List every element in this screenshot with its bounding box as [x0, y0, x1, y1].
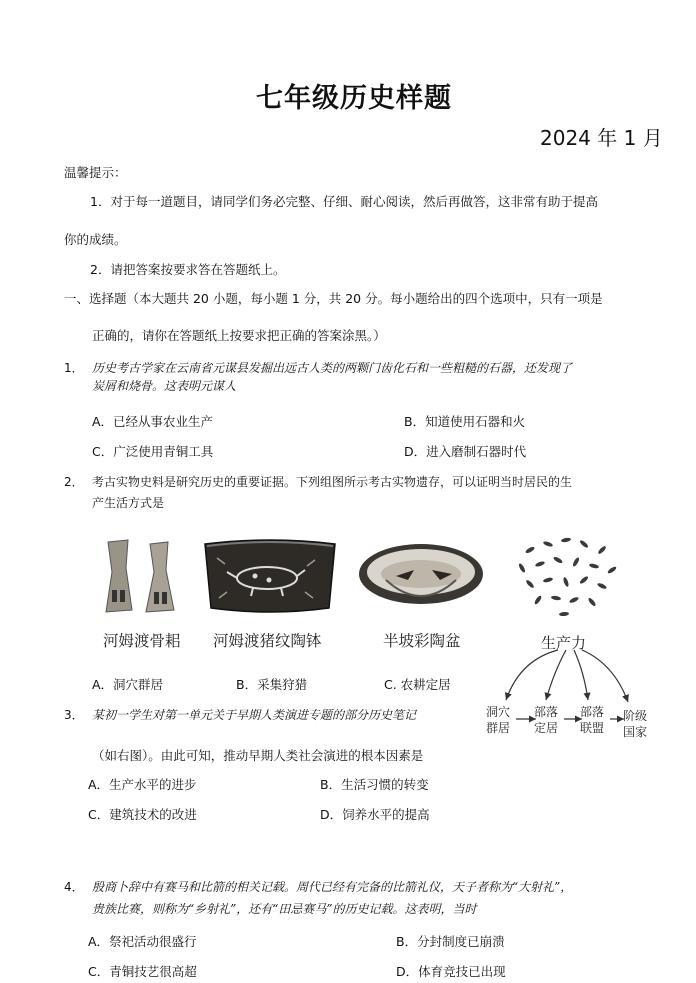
flow-node-cave-dwelling: 洞穴 群居 [486, 705, 511, 735]
tips-item-2: 2．请把答案按要求答在答题纸上。 [90, 262, 286, 277]
q3-stem-line-1: 某初一学生对第一单元关于早期人类演进专题的部分历史笔记 [92, 708, 417, 722]
q4-stem-line-1: 殷商卜辞中有赛马和比箭的相关记载。周代已经有完备的比箭礼仪，天子者称为“大射礼”， [92, 880, 573, 894]
caption-bone-spade: 河姆渡骨耜 [103, 632, 181, 650]
caption-banpo-basin: 半坡彩陶盆 [383, 632, 461, 650]
q2-stem-line-2: 产生活方式是 [92, 496, 165, 510]
tips-heading: 温馨提示： [64, 165, 127, 180]
q4-option-c[interactable]: C．青铜技艺很高超 [88, 964, 197, 979]
tips-item-1-line-1: 1．对于每一道题目，请同学们务必完整、仔细、耐心阅读，然后再做答，这非常有助于提高 [90, 194, 598, 209]
page-title: 七年级历史样题 [256, 83, 452, 114]
section-1-line-1: 一、选择题（本大题共 20 小题，每小题 1 分，共 20 分。每小题给出的四个选项中，只有一项是 [64, 291, 603, 306]
q3-option-b[interactable]: B．生活习惯的转变 [320, 777, 429, 792]
q1-option-a[interactable]: A．已经从事农业生产 [92, 414, 214, 429]
q1-option-c[interactable]: C．广泛使用青铜工具 [92, 444, 214, 459]
exam-date: 2024 年 1 月 [540, 126, 663, 150]
q1-option-b[interactable]: B．知道使用石器和火 [404, 414, 526, 429]
rice-grains-image [508, 530, 628, 624]
q2-stem-line-1: 考古实物史料是研究历史的重要证据。下列组图所示考古实物遗存，可以证明当时居民的生 [92, 475, 573, 489]
q3-option-c[interactable]: C．建筑技术的改进 [88, 807, 197, 822]
flow-node-tribe-settled: 部落 定居 [534, 705, 559, 735]
caption-pig-bowl: 河姆渡猪纹陶钵 [213, 632, 322, 650]
flow-arrows [480, 648, 660, 710]
q4-option-d[interactable]: D．体育竞技已出现 [396, 964, 506, 979]
q1-option-d[interactable]: D．进入磨制石器时代 [404, 444, 527, 459]
q2-option-c[interactable]: C. 农耕定居 [384, 677, 451, 692]
tips-item-1-line-2: 你的成绩。 [64, 232, 127, 247]
q3-option-d[interactable]: D．饲养水平的提高 [320, 807, 430, 822]
flow-chain-arrows [510, 712, 630, 726]
q2-option-a[interactable]: A．洞穴群居 [92, 677, 164, 692]
q3-option-a[interactable]: A．生产水平的进步 [88, 777, 197, 792]
q4-option-a[interactable]: A．祭祀活动很盛行 [88, 934, 197, 949]
bone-spade-image [98, 538, 184, 616]
banpo-painted-basin-image [356, 540, 486, 616]
flow-node-tribal-alliance: 部落 联盟 [580, 705, 605, 735]
q1-stem-line-1: 历史考古学家在云南省元谋县发掘出远古人类的两颗门齿化石和一些粗糙的石器，还发现了 [92, 361, 573, 375]
q2-number: 2． [64, 475, 84, 489]
flow-root-label: 生产力 [541, 634, 587, 652]
pig-pattern-bowl-image [203, 538, 337, 616]
q4-stem-line-2: 贵族比赛，则称为“乡射礼”，还有“田忌赛马”的历史记载。这表明，当时 [92, 902, 477, 916]
q3-stem-line-2: （如右图）。由此可知，推动早期人类社会演进的根本因素是 [92, 748, 424, 763]
q4-number: 4． [64, 880, 84, 894]
q2-option-b[interactable]: B．采集狩猎 [236, 677, 308, 692]
q1-stem-line-2: 炭屑和烧骨。这表明元谋人 [92, 379, 237, 393]
q3-number: 3． [64, 708, 84, 722]
q4-option-b[interactable]: B．分封制度已崩溃 [396, 934, 505, 949]
flow-node-class-state: 阶级 国家 [623, 709, 648, 739]
section-1-line-2: 正确的，请你在答题纸上按要求把正确的答案涂黑。） [92, 328, 386, 343]
q1-number: 1． [64, 361, 84, 375]
